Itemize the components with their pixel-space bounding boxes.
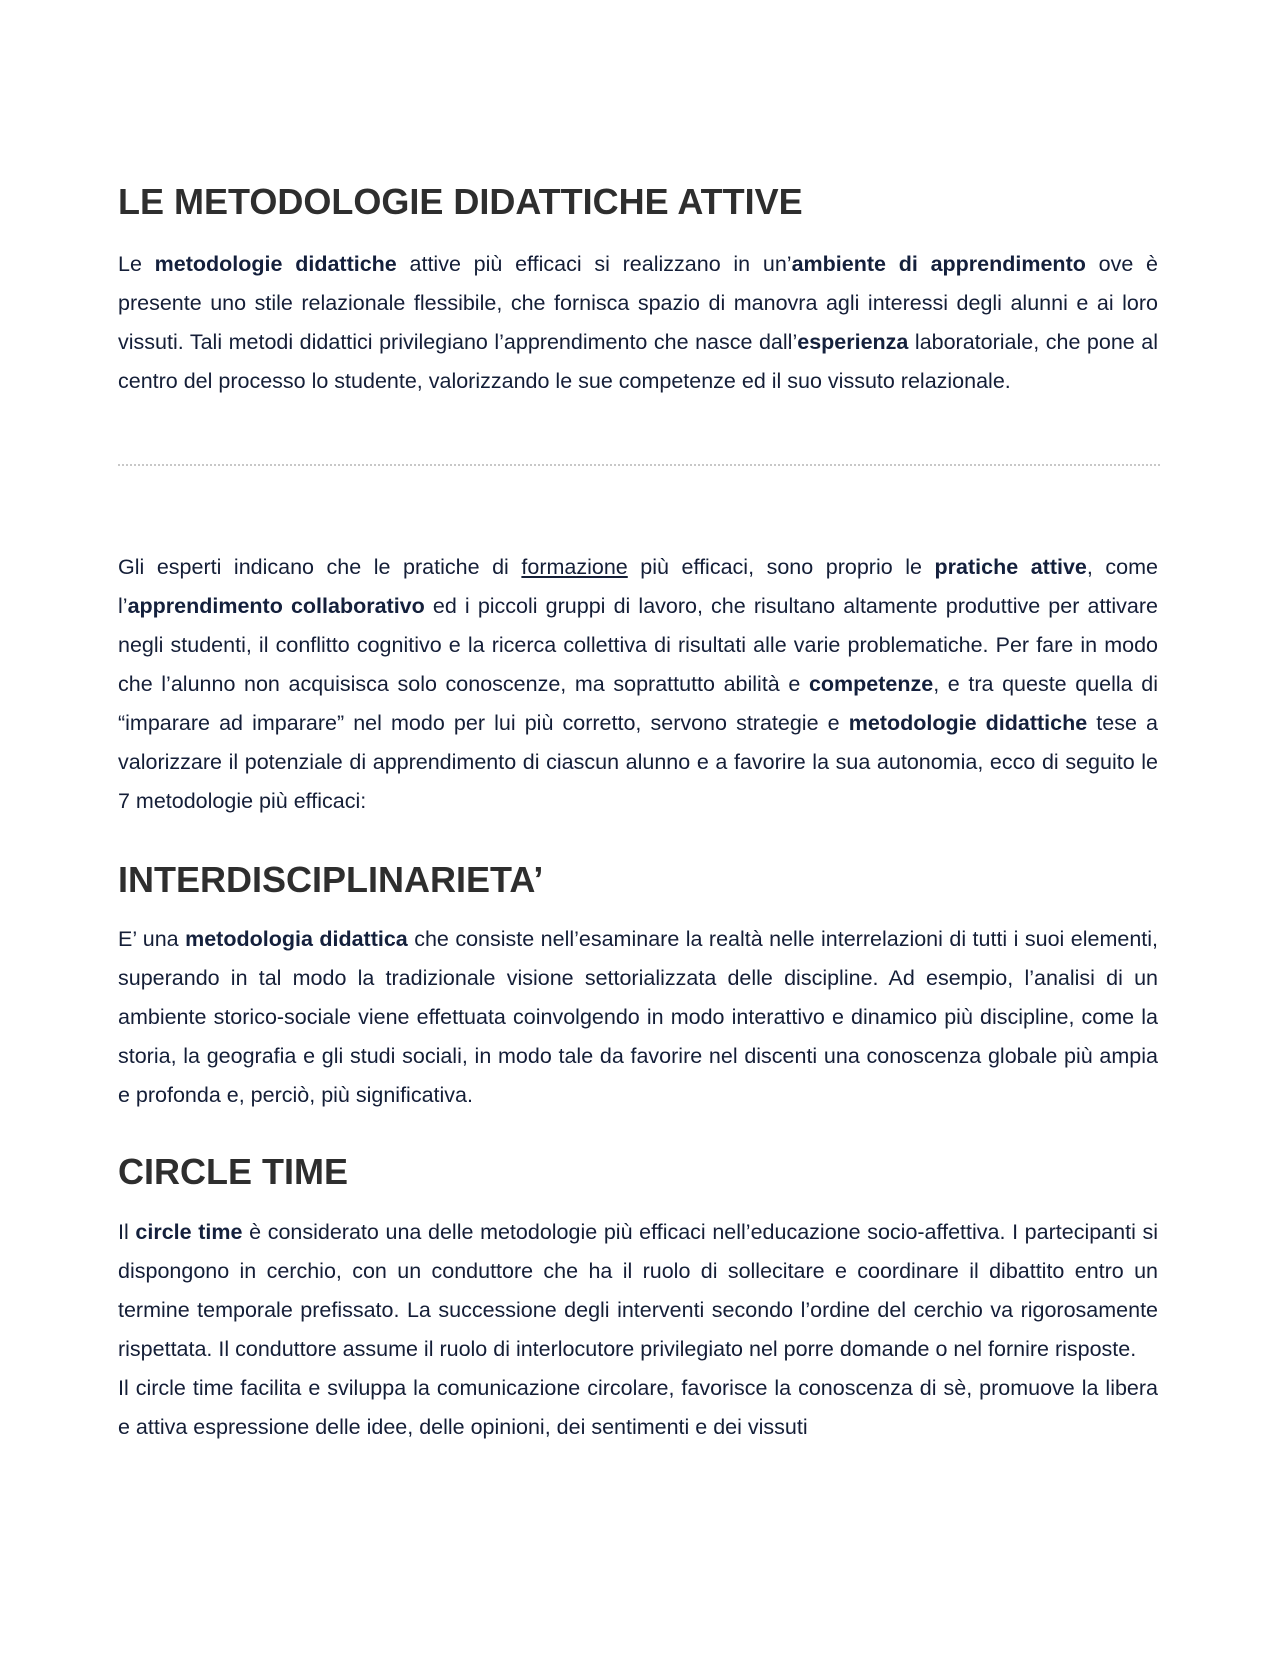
bold-term: competenze [800, 672, 934, 696]
text-span: più efficaci, sono proprio le [627, 555, 935, 579]
page-title: LE METODOLOGIE DIDATTICHE ATTIVE [118, 181, 803, 222]
text-span: , e tra queste quella di “imparare ad imparare” nel modo per lui più corretto, servono strategie e [118, 672, 1158, 735]
text-span: Il [118, 1220, 136, 1244]
text-span: attive più efficaci si realizzano in un’ [396, 252, 792, 276]
text-span: ed i piccoli gruppi di lavoro, che risultano altamente produttive per attivare negli studenti, il conflitto cognitivo e la ricerca collettiva di risultati alle varie problematiche. Per fare in modo che l’alunno non acquisisca solo conoscenze, ma soprattutto abilità e [118, 594, 1158, 696]
section-heading-circle-time: CIRCLE TIME [118, 1151, 348, 1192]
bold-term: circle time [135, 1220, 243, 1244]
intro-paragraph [118, 245, 1158, 401]
bold-term: metodologie didattiche [154, 252, 397, 276]
bold-term: apprendimento collaborativo [127, 594, 425, 618]
experts-paragraph [118, 548, 1158, 821]
text-span: Il circle time facilita e sviluppa la comunicazione circolare, favorisce la conoscenza di sè, promuove la libera e attiva espressione delle idee, delle opinioni, dei sentimenti e dei vissuti [118, 1376, 1158, 1439]
dotted-divider [118, 464, 1160, 466]
bold-term: metodologie didattiche [848, 711, 1088, 735]
text-span: che consiste nell’esaminare la realtà nelle interrelazioni di tutti i suoi elementi, superando in tal modo la tradizionale visione settorializzata delle discipline. Ad esempio, l’analisi di un ambiente storico-sociale viene effettuata coinvolgendo in modo interattivo e dinamico più discipline, come la storia, la geografia e gli studi sociali, in modo tale da favorire nel discenti una conoscenza globale più ampia e profonda e, perciò, più significativa. [118, 927, 1158, 1107]
circle-time-paragraph [118, 1213, 1158, 1447]
bold-term: metodologia didattica [185, 927, 408, 951]
text-span: laboratoriale, che pone al centro del processo lo studente, valorizzando le sue competenze ed il suo vissuto relazionale. [118, 330, 1159, 393]
bold-term: ambiente di apprendimento [791, 252, 1086, 276]
text-span: Gli esperti indicano che le pratiche di [118, 555, 522, 579]
section-heading-interdisciplinarieta: INTERDISCIPLINARIETA’ [118, 859, 544, 900]
bold-term: pratiche attive [934, 555, 1087, 579]
text-span: ove è presente uno stile relazionale flessibile, che fornisca spazio di manovra agli interessi degli alunni e ai loro vissuti. Tali metodi didattici privilegiano l’apprendimento che nasce dall’ [118, 252, 1158, 354]
text-span: tese a valorizzare il potenziale di apprendimento di ciascun alunno e a favorire la sua autonomia, ecco di seguito le 7 metodologie più efficaci: [118, 711, 1158, 813]
text-span: , come l’ [118, 555, 1158, 618]
interdisciplinarieta-paragraph [118, 920, 1158, 1115]
bold-term: esperienza [797, 330, 909, 354]
formazione-link[interactable]: formazione [521, 555, 628, 579]
text-span: Le [118, 252, 155, 276]
text-span: è considerato una delle metodologie più efficaci nell’educazione socio-affettiva. I partecipanti si dispongono in cerchio, con un conduttore che ha il ruolo di sollecitare e coordinare il dibattito entro un termine temporale prefissato. La successione degli interventi secondo l’ordine del cerchio va rigorosamente rispettata. Il conduttore assume il ruolo di interlocutore privilegiato nel porre domande o nel fornire risposte. [118, 1220, 1159, 1361]
text-span: E’ una [118, 927, 186, 951]
